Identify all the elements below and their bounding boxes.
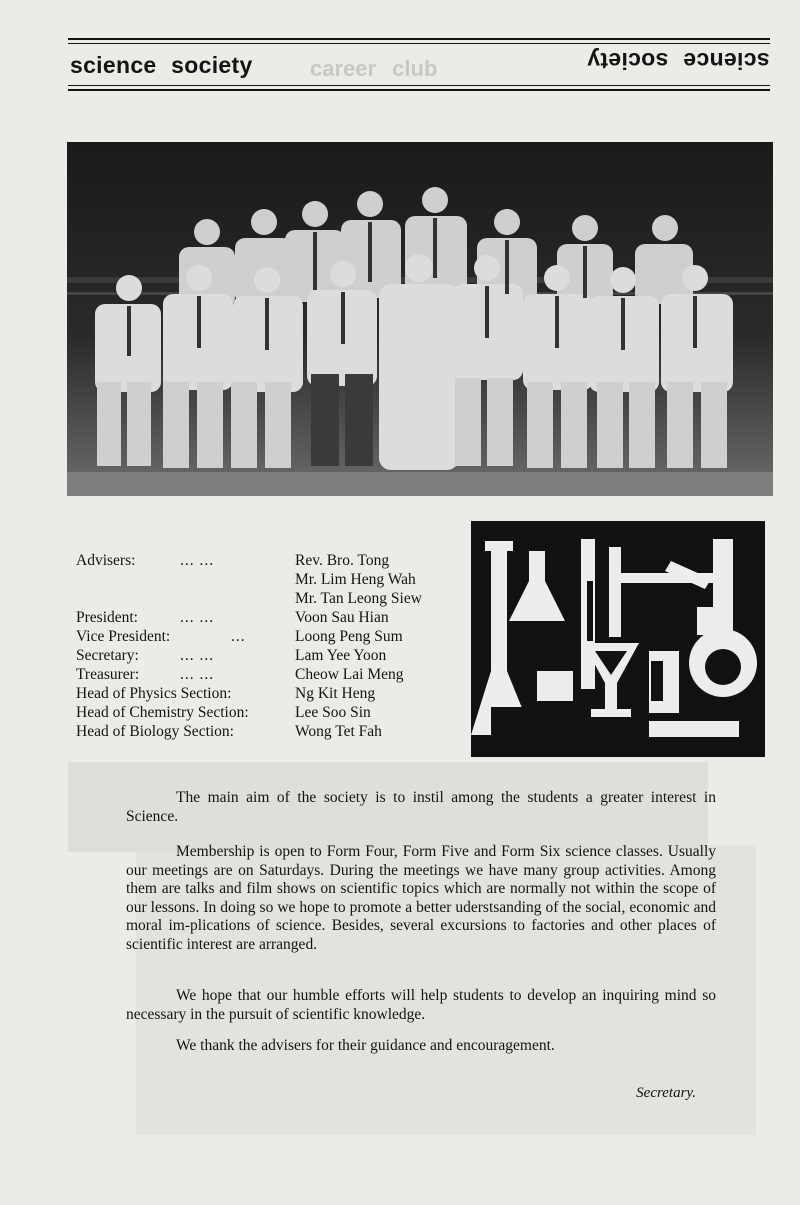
group-photo [67, 142, 773, 496]
header-rule [68, 43, 770, 44]
officer-role: Head of Chemistry Section: [76, 704, 249, 721]
bleed-through-title: career club [310, 56, 438, 81]
officer-role: Vice President: [76, 628, 171, 645]
officer-dots: ... ... [180, 666, 215, 683]
officer-name: Lam Yee Yoon [295, 647, 387, 664]
header-rule [68, 85, 770, 86]
officer-role: President: [76, 609, 138, 626]
officer-dots: ... ... [180, 609, 215, 626]
officer-name: Mr. Tan Leong Siew [295, 590, 422, 607]
header-rule [68, 89, 770, 91]
officer-name: Rev. Bro. Tong [295, 552, 390, 569]
flask-icon [471, 521, 765, 757]
officer-dots: ... ... [180, 647, 215, 664]
officer-role: Advisers: [76, 552, 136, 569]
officer-role: Treasurer: [76, 666, 140, 683]
officer-role: Secretary: [76, 647, 139, 664]
page-title-right-mirrored: science society [587, 48, 770, 74]
body-paragraph: We hope that our humble efforts will help students to develop an inquiring mind so necessary in the pursuit of scientific knowledge. [126, 987, 716, 1023]
officer-role: Head of Biology Section: [76, 723, 234, 740]
signature: Secretary. [636, 1085, 696, 1101]
officer-name: Cheow Lai Meng [295, 666, 404, 683]
officer-name: Lee Soo Sin [295, 704, 371, 721]
officer-name: Ng Kit Heng [295, 685, 376, 702]
officer-role: Head of Physics Section: [76, 685, 232, 702]
lab-glassware-woodcut [471, 521, 765, 757]
group-photo-illustration [67, 142, 773, 496]
body-paragraph: Membership is open to Form Four, Form Five and Form Six science classes. Usually our meetings are on Saturdays. During the meetings we have many group activities. Among them are talks and film shows on scientific topics which are normally not within the scope of our lessons. In doing so we hope to promote a better uderstsanding of the social, economic and moral im-plications of science. Besides, several excursions to factories and other places of scientific interest are arranged. [126, 843, 716, 953]
officer-name: Voon Sau Hian [295, 609, 389, 626]
officer-dots: ... [231, 628, 246, 645]
page-title-left: science society [70, 52, 253, 78]
officer-name: Loong Peng Sum [295, 628, 403, 645]
header-rule [68, 38, 770, 40]
body-paragraph: We thank the advisers for their guidance and encouragement. [176, 1037, 555, 1054]
officer-name: Wong Tet Fah [295, 723, 382, 740]
body-paragraph: The main aim of the society is to instil among the students a greater interest in Science. [126, 789, 716, 825]
officer-name: Mr. Lim Heng Wah [295, 571, 416, 588]
officer-dots: ... ... [180, 552, 215, 569]
